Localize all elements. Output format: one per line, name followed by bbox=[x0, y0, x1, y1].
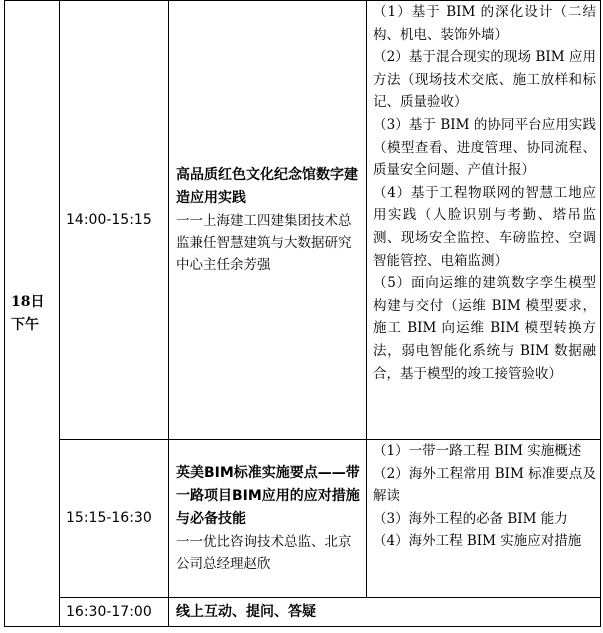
time-label: 15:15-16:30 bbox=[66, 510, 152, 526]
time-label: 16:30-17:00 bbox=[66, 603, 152, 620]
session-title: 高品质红色文化纪念馆数字建造应用实践 bbox=[176, 167, 358, 206]
detail-item: （5）面向运维的建筑数字孪生模型构建与交付（运维 BIM 模型要求，施工 BIM 向运维 BIM 模型转换方法，弱电智能化系统与 BIM 数据融合，基于模型的竣工接管验收） bbox=[373, 275, 596, 382]
detail-item: （4）基于工程物联网的智慧工地应用实践（人脸识别与考勤、塔吊监测、现场安全监控、车磅监控、空调智能管控、电箱监测） bbox=[373, 184, 596, 269]
detail-item: （1）一带一路工程 BIM 实施概述 bbox=[373, 443, 582, 459]
detail-item: （2）基于混合现实的现场 BIM 应用方法（现场技术交底、施工放样和标记、质量验收） bbox=[373, 49, 596, 111]
day-cell bbox=[5, 1, 60, 627]
session-time bbox=[60, 440, 169, 598]
session-time bbox=[60, 1, 169, 440]
time-label: 14:00-15:15 bbox=[66, 211, 152, 228]
detail-item: （4）海外工程 BIM 实施应对措施 bbox=[373, 533, 582, 550]
session-topic bbox=[169, 1, 367, 440]
day-label: 18日下午 bbox=[11, 293, 45, 333]
session-title: 英美BIM标准实施要点——带一路项目BIM应用的应对措施与必备技能 bbox=[176, 465, 360, 527]
detail-item: （3）海外工程的必备 BIM 能力 bbox=[373, 510, 568, 527]
session-speaker: 一一上海建工四建集团技术总监兼任智慧建筑与大数据研究中心主任余芳强 bbox=[176, 213, 352, 273]
session-details bbox=[367, 1, 601, 440]
session-row-3 bbox=[5, 598, 601, 627]
session-topic bbox=[169, 598, 601, 627]
session-row-1 bbox=[5, 1, 601, 440]
session-title: 线上互动、提问、答疑 bbox=[176, 603, 316, 620]
session-details bbox=[367, 440, 601, 598]
session-row-2 bbox=[5, 440, 601, 598]
session-speaker: 一一优比咨询技术总监、北京公司总经理赵欣 bbox=[176, 534, 352, 572]
session-topic bbox=[169, 440, 367, 598]
detail-item: （1）基于 BIM 的深化设计（二结构、机电、装饰外墙） bbox=[373, 4, 596, 43]
schedule-table bbox=[4, 0, 601, 627]
session-time bbox=[60, 598, 169, 627]
detail-item: （2）海外工程常用 BIM 标准要点及解读 bbox=[373, 465, 596, 505]
detail-item: （3）基于 BIM 的协同平台应用实践（模型查看、进度管理、协同流程、质量安全问题、产值计报） bbox=[373, 116, 596, 179]
